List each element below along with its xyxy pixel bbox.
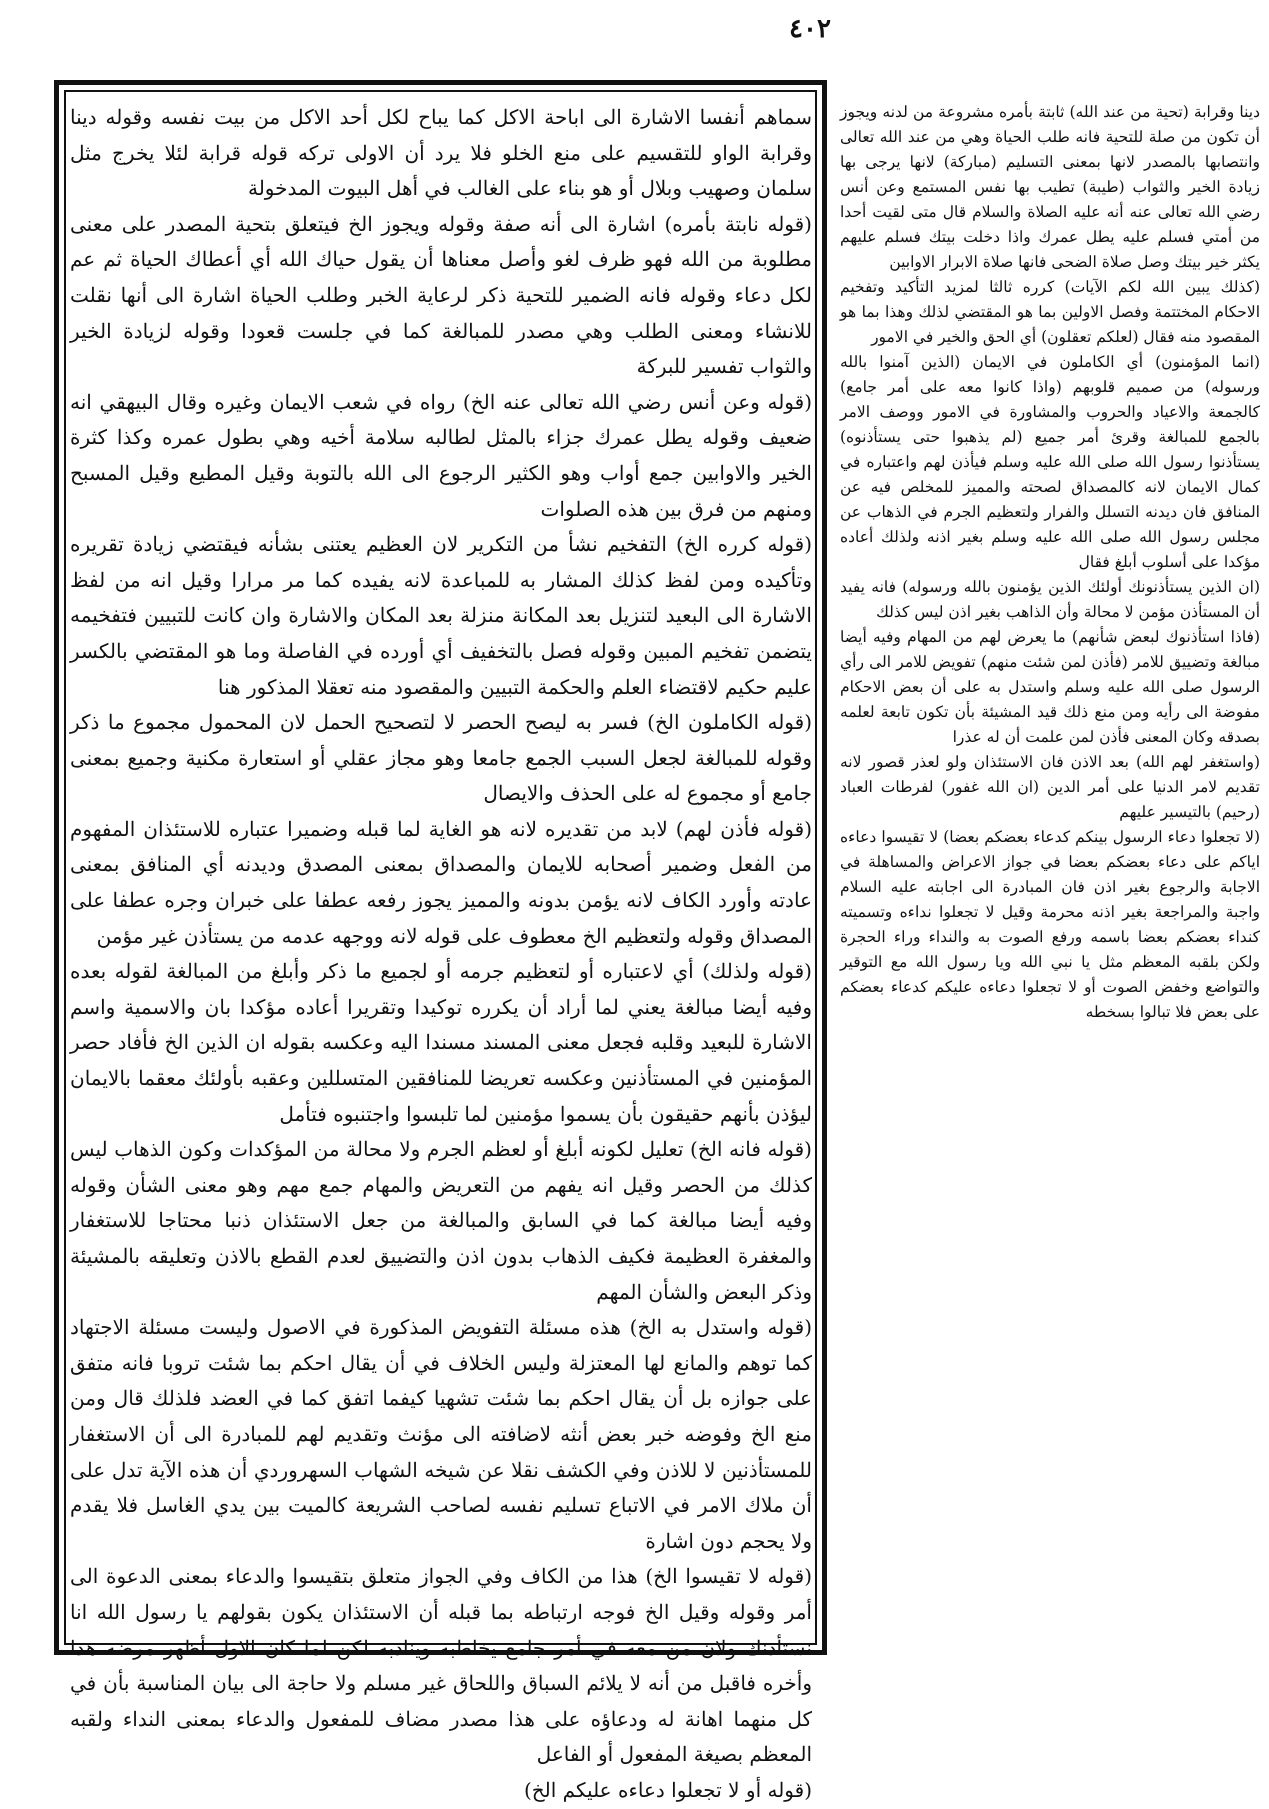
main-paragraph: (قوله الكاملون الخ) فسر به ليصح الحصر لا لتصحيح الحمل لان المحمول مجموع ما ذكر وقوله للمبالغة لجعل السبب الجمع جامعا وهو مجاز عقلي أو استعارة مكنية وجميع بمعنى جامع أو مجموع له على الحذف والايصال <box>70 710 812 806</box>
main-paragraph: (قوله لا تقيسوا الخ) هذا من الكاف وفي الجواز متعلق بتقيسوا والدعاء بمعنى الدعوة الى أمر وقوله وقيل الخ فوجه ارتباطه بما قبله أن الاستئذان يكون بقولهم يا رسول الله انا نستأذنك ولان من معه في أمر جامع يخاطبه وينادبه لكن لما كان الاول أظهر مرضه هذا وأخره فاقبل من أنه لا يلائم السباق واللحاق غير مسلم ولا حاجة الى بيان المناسبة بأن في كل منهما اهانة له ودعاؤه على هذا مصدر مضاف للمفعول والدعاء بمعنى النداء ولقبه المعظم بصيغة المفعول أو الفاعل <box>70 1564 813 1767</box>
main-paragraph: (قوله فأذن لهم) لابد من تقديره لانه هو الغاية لما قبله وضميرا عتباره للاستئذان المفهوم من الفعل وضمير أصحابه للايمان والمصداق بمعنى المصدق وديدنه أي المنافق بمعنى عادته وأورد الكاف لانه يؤمن بدونه والمميز يجوز رفعه عطفا على خبران وجره عطفا على المصداق وقوله ولتعظيم الخ معطوف على قوله لانه ووجهه عدمه من يستأذن غير مؤمن <box>70 816 812 948</box>
margin-paragraph: دينا وقرابة (تحية من عند الله) ثابتة بأمره مشروعة من لدنه ويجوز أن تكون من صلة للتحية فانه طلب الحياة وهي من عند الله تعالى وانتصابها بالمصدر لانها بمعنى التسليم (مباركة) لانها يرجى بها زيادة الخير والثواب (طيبة) تطيب بها نفس المستمع وعن أنس رضي الله تعالى عنه أنه عليه الصلاة والسلام قال متى لقيت أحدا من أمتي فسلم عليه يطل عمرك واذا دخلت بيتك فسلم عليهم يكثر خير بيتك وصل صلاة الضحى فانها صلاة الابرار الاوابين <box>840 103 1260 271</box>
margin-paragraph: (انما المؤمنون) أي الكاملون في الايمان (الذين آمنوا بالله ورسوله) من صميم قلوبهم (واذا كانوا معه على أمر جامع) كالجمعة والاعياد والحروب والمشاورة في الامور ووصف الامر بالجمع للمبالغة وقرئ أمر جميع (لم يذهبوا حتى يستأذنوه) يستأذنوا رسول الله صلى الله عليه وسلم فيأذن لهم واعتباره في كمال الايمان لانه كالمصداق لصحته والمميز للمخلص فيه عن المنافق فان ديدنه التسلل والفرار ولتعظيم الجرم في الذهاب عن مجلس رسول الله صلى الله عليه وسلم بغير اذنه ولذلك أعاده مؤكدا على أسلوب أبلغ فقال <box>840 353 1260 571</box>
main-paragraph: (قوله ولذلك) أي لاعتباره أو لتعظيم جرمه أو لجميع ما ذكر وأبلغ من المبالغة لقوله بعده وفيه أيضا مبالغة يعني لما أراد أن يكرره توكيدا وتقريرا أعاده مؤكدا بان والاسمية واسم الاشارة للبعيد وقلبه فجعل معنى المسند مسندا اليه وعكسه بقوله ان الذين الخ فأفاد حصر المؤمنين في المستأذنين وعكسه تعريضا للمنافقين المتسللين وعقبه بأولئك معقما بالايمان ليؤذن بأنهم حقيقون بأن يسموا مؤمنين لما تلبسوا واجتنبوه فتأمل <box>70 959 812 1126</box>
main-paragraph: (قوله وعن أنس رضي الله تعالى عنه الخ) رواه في شعب الايمان وغيره وقال البيهقي انه ضعيف وقوله يطل عمرك جزاء بالمثل لطالبه سلامة أخيه وهي بطول عمره وكذا كثرة الخير والاوابين جمع أواب وهو الكثير الرجوع الى الله بالتوبة وقيل المطيع وقيل المسبح ومنهم من فرق بين هذه الصلوات <box>70 389 812 521</box>
main-paragraph: سماهم أنفسا الاشارة الى اباحة الاكل كما يباح لكل أحد الاكل من بيت نفسه وقوله دينا وقرابة الواو للتقسيم على منع الخلو فلا يرد أن الاولى تركه قوله قرابة لئلا يخرج مثل سلمان وصهيب وبلال أو هو بناء على الغالب في أهل البيوت المدخولة <box>70 105 812 201</box>
margin-paragraph: (فاذا استأذنوك لبعض شأنهم) ما يعرض لهم من المهام وفيه أيضا مبالغة وتضييق للامر (فأذن لمن شئت منهم) تفويض للامر الى رأي الرسول صلى الله عليه وسلم واستدل به على أن بعض الاحكام مفوضة الى رأيه ومن منع ذلك قيد المشيئة بأن تكون تابعة لعلمه بصدقه وكان المعنى فأذن لمن علمت أن له عذرا <box>840 628 1260 746</box>
margin-paragraph: (لا تجعلوا دعاء الرسول بينكم كدعاء بعضكم بعضا) لا تقيسوا دعاءه اياكم على دعاء بعضكم بعضا في جواز الاعراض والمساهلة في الاجابة والرجوع بغير اذن فان المبادرة الى اجابته عليه السلام واجبة والمراجعة بغير اذنه محرمة وقيل لا تجعلوا نداءه وتسميته كنداء بعضكم بعضا باسمه ورفع الصوت به والنداء وراء الحجرة ولكن بلقبه المعظم مثل يا نبي الله ويا رسول الله مع التوقير والتواضع وخفض الصوت أو لا تجعلوا دعاءه عليكم كدعاء بعضكم على بعض فلا تبالوا بسخطه <box>840 828 1260 1021</box>
main-paragraph: (قوله فانه الخ) تعليل لكونه أبلغ أو لعظم الجرم ولا محالة من المؤكدات وكون الذهاب ليس كذلك من الحصر وقيل انه يفهم من التعريض والمهام جمع مهم وهو معنى الشأن وقوله وفيه أيضا مبالغة كما في السابق والمبالغة من جعل الاستئذان ذنبا محتاجا للاستغفار والمغفرة العظيمة فكيف الذهاب بدون اذن والتضييق لعدم القطع بالاذن وتعليقه بالمشيئة وذكر البعض والشأن المهم <box>70 1137 812 1304</box>
main-commentary <box>70 100 813 1802</box>
main-paragraph: (قوله أو لا تجعلوا دعاءه عليكم الخ) <box>523 1777 812 1802</box>
page-number: ٤٠٢ <box>789 14 831 44</box>
main-paragraph: (قوله نابتة بأمره) اشارة الى أنه صفة وقوله ويجوز الخ فيتعلق بتحية المصدر على معنى مطلوبة من الله فهو ظرف لغو وأصل معناها أن يقول حياك الله أي أعطاك الحياة ثم عم لكل دعاء وقوله فانه الضمير للتحية ذكر لرعاية الخبر وطلب الحياة اشارة الى أنها نقلت للانشاء ومعنى الطلب وهي مصدر للمبالغة كما في جلست قعودا وقوله لزيادة الخير والثواب تفسير للبركة <box>70 211 812 379</box>
margin-paragraph: (واستغفر لهم الله) بعد الاذن فان الاستئذان ولو لعذر قصور لانه تقديم لامر الدنيا على أمر الدين (ان الله غفور) لفرطات العباد (رحيم) بالتيسير عليهم <box>840 753 1260 821</box>
main-paragraph: (قوله واستدل به الخ) هذه مسئلة التفويض المذكورة في الاصول وليست مسئلة الاجتهاد كما توهم والمانع لها المعتزلة وليس الخلاف في أن يقال احكم بما شئت تروبا فانه متفق على جوازه بل أن يقال احكم بما شئت تشهيا كيفما اتفق كما في العضد فلذلك قال ومن منع الخ وفوضه خبر بعض أنثه لاضافته الى مؤنث وتقديم لهم للمبادرة الى أن الاستغفار للمستأذنين لا للاذن وفي الكشف نقلا عن شيخه الشهاب السهروردي أن هذه الآية تدل على أن ملاك الامر في الاتباع تسليم نفسه لصاحب الشريعة كالميت بين يدي الغاسل فلا يقدم ولا يحجم دون اشارة <box>70 1315 812 1553</box>
margin-paragraph: (كذلك يبين الله لكم الآيات) كرره ثالثا لمزيد التأكيد وتفخيم الاحكام المختتمة وفصل الاولين بما هو المقتضي لذلك وهذا بما هو المقصود منه فقال (لعلكم تعقلون) أي الحق والخير في الامور <box>840 278 1260 346</box>
margin-commentary <box>840 100 1260 1660</box>
margin-paragraph: (ان الذين يستأذنونك أولئك الذين يؤمنون بالله ورسوله) فانه يفيد أن المستأذن مؤمن لا محالة وأن الذاهب بغير اذن ليس كذلك <box>840 578 1260 621</box>
main-paragraph: (قوله كرره الخ) التفخيم نشأ من التكرير لان العظيم يعتنى بشأنه فيقتضي زيادة تقريره وتأكيده ومن لفظ كذلك المشار به للمباعدة لانه يفيده كما مر مرارا وقيل انه من لفظ الاشارة الى البعيد لتنزيل بعد المكانة منزلة بعد المكان والاشارة وان كانت للتبيين فتفخيمه يتضمن تفخيم المبين وقوله فصل بالتخفيف أي أورده في الفاصلة وما هو المقتضي بالكسر عليم حكيم لاقتضاء العلم والحكمة التبيين والمقصود منه تعقلا المذكور هنا <box>70 532 812 699</box>
